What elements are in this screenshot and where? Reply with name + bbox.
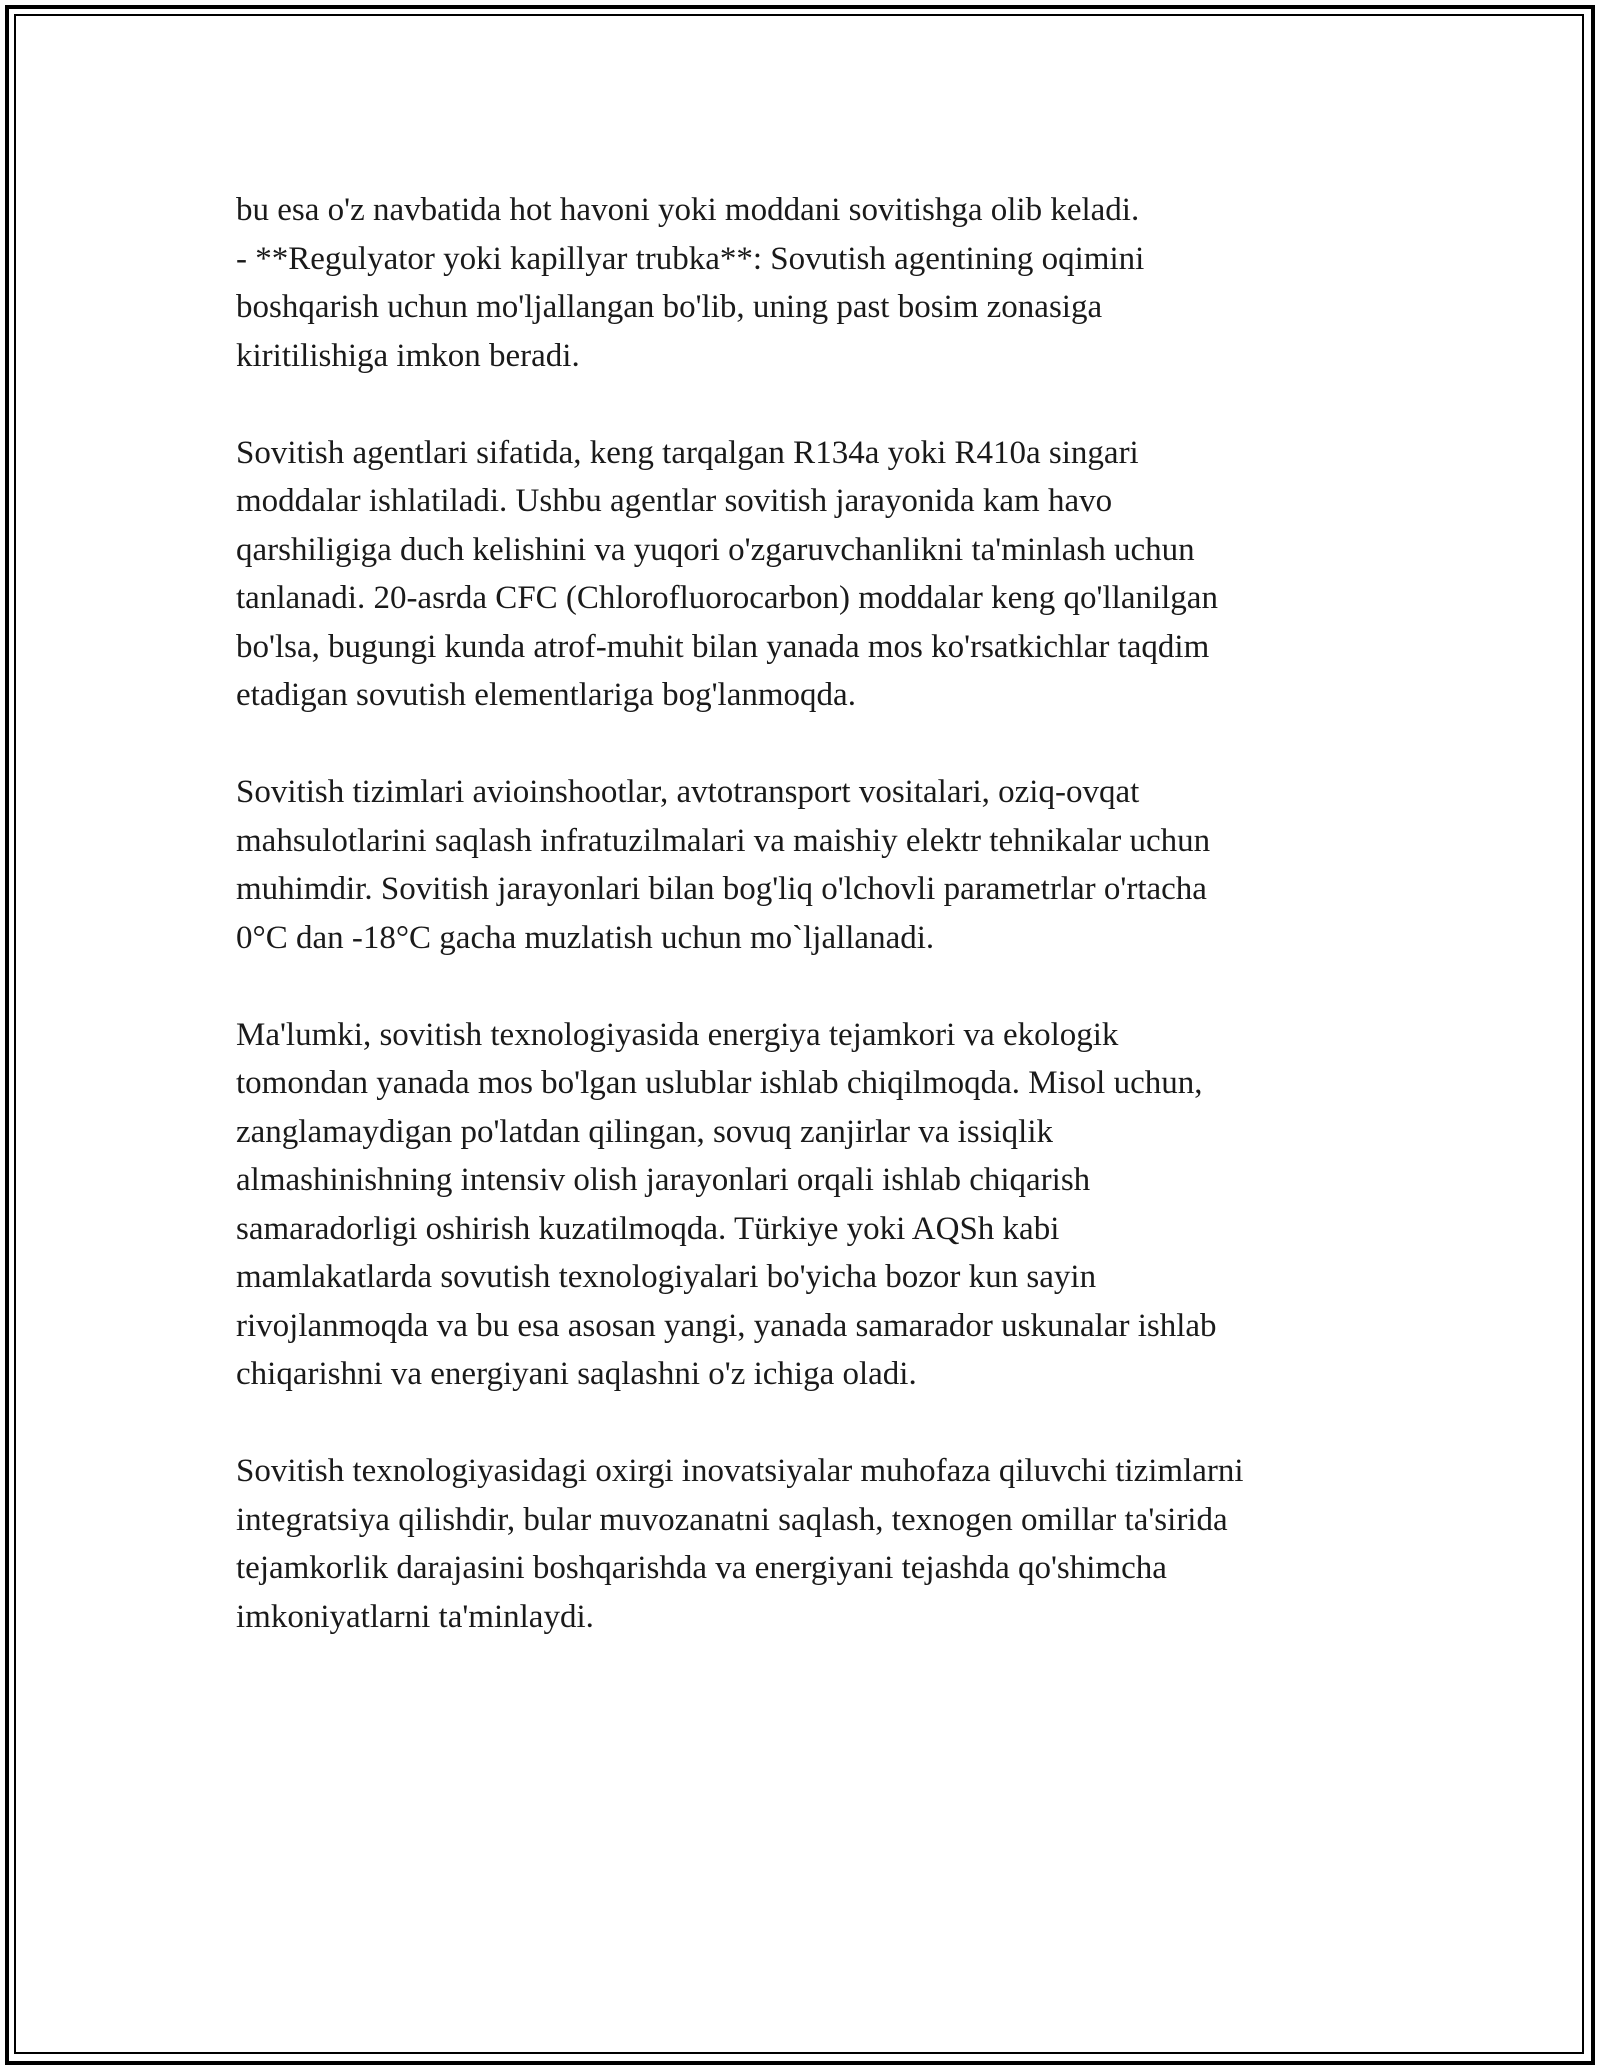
text-line: imkoniyatlarni ta'minlaydi.	[236, 1598, 594, 1635]
text-line: muhimdir. Sovitish jarayonlari bilan bog'liq o'lchovli parametrlar o'rtacha	[236, 871, 1207, 907]
text-line: Sovitish texnologiyasidagi oxirgi inovatsiyalar muhofaza qiluvchi tizimlarni	[236, 1453, 1244, 1489]
text-line: etadigan sovutish elementlariga bog'lanmoqda.	[236, 677, 856, 713]
text-line: Ma'lumki, sovitish texnologiyasida energiya tejamkori va ekologik	[236, 1016, 1119, 1053]
text-line: 0°C dan -18°C gacha muzlatish uchun mo`ljallanadi.	[236, 919, 935, 956]
text-line: mamlakatlarda sovutish texnologiyalari bo'yicha bozor kun sayin	[236, 1259, 1097, 1295]
document-body	[236, 186, 1376, 1690]
text-line: moddalar ishlatiladi. Ushbu agentlar sovitish jarayonida kam havo	[236, 483, 1113, 519]
text-line: tejamkorlik darajasini boshqarishda va energiyani tejashda qo'shimcha	[236, 1550, 1167, 1586]
paragraph-refrigerants	[236, 429, 1376, 720]
text-line: bo'lsa, bugungi kunda atrof-muhit bilan yanada mos ko'rsatkichlar taqdim	[236, 628, 1210, 665]
text-line: bu esa o'z navbatida hot havoni yoki moddani sovitishga olib keladi.	[236, 192, 1140, 228]
paragraph-applications	[236, 768, 1376, 962]
text-line: - **Regulyator yoki kapillyar trubka**: Sovutish agentining oqimini	[236, 240, 1145, 277]
text-line: almashinishning intensiv olish jarayonlari orqali ishlab chiqarish	[236, 1162, 1091, 1198]
text-line: Sovitish agentlari sifatida, keng tarqalgan R134a yoki R410a singari	[236, 434, 1139, 471]
text-line: samaradorligi oshirish kuzatilmoqda. Türkiye yoki AQSh kabi	[236, 1210, 1060, 1247]
paragraph-efficiency	[236, 1011, 1376, 1399]
text-line: tanlanadi. 20-asrda CFC (Chlorofluorocarbon) moddalar keng qo'llanilgan	[236, 580, 1218, 616]
text-line: tomondan yanada mos bo'lgan uslublar ishlab chiqilmoqda. Misol uchun,	[236, 1065, 1203, 1101]
text-line: zanglamaydigan po'latdan qilingan, sovuq zanjirlar va issiqlik	[236, 1113, 1053, 1150]
text-line: integratsiya qilishdir, bular muvozanatni saqlash, texnogen omillar ta'sirida	[236, 1501, 1228, 1538]
text-line: rivojlanmoqda va bu esa asosan yangi, yanada samarador uskunalar ishlab	[236, 1307, 1217, 1344]
text-line: chiqarishni va energiyani saqlashni o'z ichiga oladi.	[236, 1356, 917, 1392]
text-line: qarshiligiga duch kelishini va yuqori o'zgaruvchanlikni ta'minlash uchun	[236, 531, 1195, 568]
paragraph-innovations	[236, 1447, 1376, 1641]
text-line: boshqarish uchun mo'ljallangan bo'lib, uning past bosim zonasiga	[236, 289, 1103, 325]
paragraph-regulator	[236, 186, 1376, 380]
text-line: Sovitish tizimlari avioinshootlar, avtotransport vositalari, oziq-ovqat	[236, 774, 1140, 810]
text-line: kiritilishiga imkon beradi.	[236, 337, 580, 374]
text-line: mahsulotlarini saqlash infratuzilmalari va maishiy elektr tehnikalar uchun	[236, 822, 1211, 859]
